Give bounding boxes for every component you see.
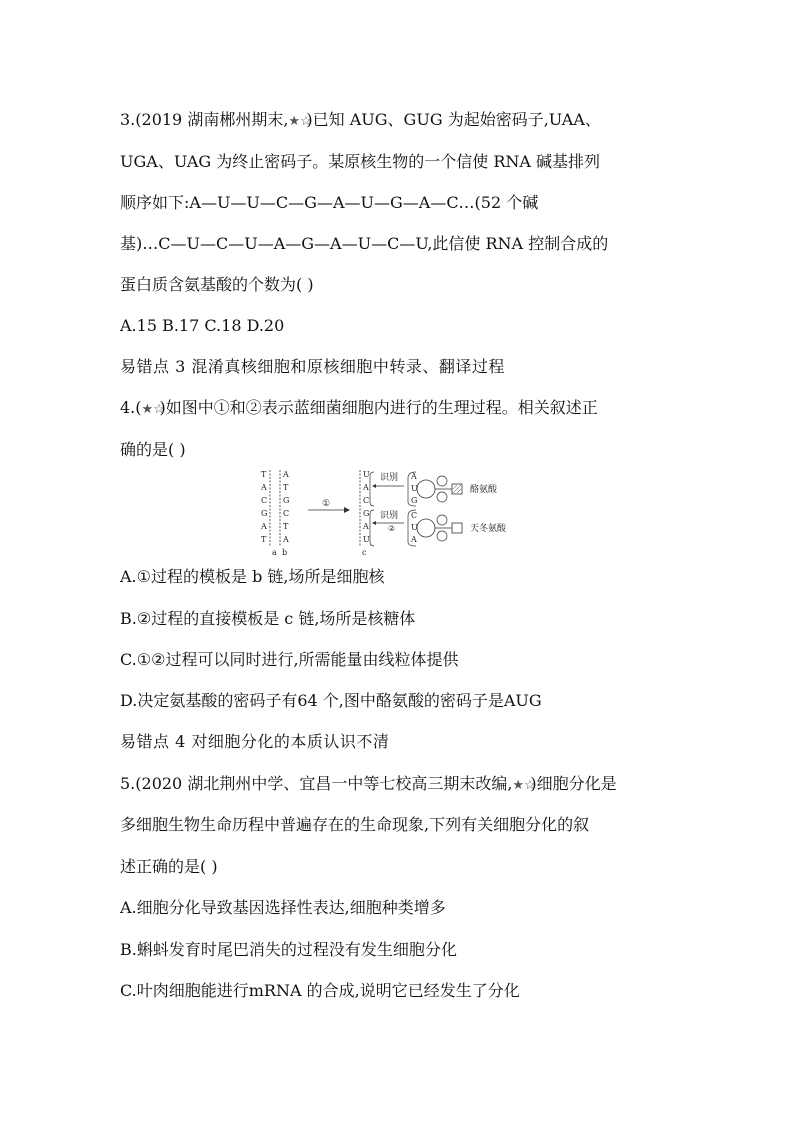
- q4-prefix: 4.(: [120, 398, 142, 417]
- recognize-label-2: 识别: [380, 511, 399, 521]
- q5-text-1: )细胞分化是: [530, 774, 617, 793]
- strand-b-base: A: [283, 535, 289, 544]
- strand-a-base: G: [261, 509, 268, 518]
- label-a: a: [272, 548, 277, 556]
- q3-line-2: UGA、UAG 为终止密码子。某原核生物的一个信使 RNA 碱基排列: [120, 152, 601, 171]
- trna-1-base: G: [411, 496, 418, 505]
- q5-option-a: A.细胞分化导致基因选择性表达,细胞种类增多: [120, 898, 446, 917]
- trna-1-base: U: [411, 484, 418, 493]
- q4-line-1: [120, 398, 680, 420]
- q3-line-3: 顺序如下:A—U—U—C—G—A—U—G—A—C…(52 个碱: [120, 193, 539, 212]
- trna-2-base: C: [411, 511, 418, 520]
- strand-b-base: C: [283, 509, 290, 518]
- strand-b-base: T: [283, 522, 289, 531]
- q5-line-3: 述正确的是( ): [120, 857, 218, 876]
- strand-c-base: U: [363, 470, 370, 479]
- q4-option-b: B.②过程的直接模板是 c 链,场所是核糖体: [120, 609, 416, 628]
- q3-options: A.15 B.17 C.18 D.20: [120, 316, 285, 335]
- aspartate-block: [452, 523, 462, 533]
- q3-source: 3.(2019 湖南郴州期末,: [120, 110, 289, 129]
- q5-option-c: C.叶肉细胞能进行mRNA 的合成,说明它已经发生了分化: [120, 981, 520, 1000]
- star-rating-icon: ★☆: [512, 778, 536, 793]
- arrow-head-icon: [344, 507, 350, 513]
- trna-2-anticodon: [410, 511, 418, 544]
- amino-acid-1: 酪氨酸: [470, 485, 498, 495]
- arrow-head-icon: [372, 521, 376, 525]
- star-rating-icon: ★☆: [288, 114, 312, 129]
- trna-2-base: U: [411, 523, 418, 532]
- q4-option-a: A.①过程的模板是 b 链,场所是细胞核: [120, 567, 385, 586]
- q3-line-5: 蛋白质含氨基酸的个数为( ): [120, 275, 314, 294]
- q3-line-1: [120, 110, 680, 132]
- strand-c-base: C: [363, 496, 370, 505]
- strand-c-base: A: [363, 522, 369, 531]
- strand-a: [260, 470, 267, 544]
- process-1-label: ①: [322, 499, 331, 509]
- trna-1-anticodon: [410, 472, 418, 505]
- strand-a-base: C: [261, 496, 268, 505]
- process-2-label: ②: [388, 524, 396, 533]
- codon-bracket-1: [370, 472, 374, 506]
- label-c: c: [362, 548, 367, 556]
- q5-line-2: 多细胞生物生命历程中普遍存在的生命现象,下列有关细胞分化的叙: [120, 815, 590, 834]
- arrow-head-icon: [372, 484, 376, 488]
- q4-option-c: C.①②过程可以同时进行,所需能量由线粒体提供: [120, 650, 459, 669]
- strand-c-base: U: [363, 535, 370, 544]
- q3-line-4: 基)…C—U—C—U—A—G—A—U—C—U,此信使 RNA 控制合成的: [120, 234, 609, 253]
- strand-a-base: A: [261, 483, 267, 492]
- amino-acid-2: 天冬氨酸: [470, 524, 507, 534]
- q5-source: 5.(2020 湖北荆州中学、宜昌一中等七校高三期末改编,: [120, 774, 513, 793]
- strand-b-base: T: [283, 483, 289, 492]
- label-b: b: [282, 548, 288, 556]
- q3-text-1: )已知 AUG、GUG 为起始密码子,UAA、: [306, 110, 601, 129]
- strand-c: [362, 470, 370, 544]
- figure-svg: [256, 466, 536, 556]
- q4-option-d: D.决定氨基酸的密码子有64 个,图中酪氨酸的密码子是AUG: [120, 691, 542, 710]
- strand-b-base: G: [283, 496, 290, 505]
- transcription-translation-figure: [256, 466, 536, 556]
- strand-b: [282, 470, 289, 544]
- section-heading-4: 易错点 4 对细胞分化的本质认识不清: [120, 732, 390, 751]
- strand-c-base: G: [363, 509, 370, 518]
- strand-a-base: T: [261, 535, 267, 544]
- q5-line-1: [120, 774, 680, 796]
- section-heading-3: 易错点 3 混淆真核细胞和原核细胞中转录、翻译过程: [120, 357, 505, 376]
- q4-line-2: 确的是( ): [120, 440, 186, 459]
- star-rating-icon: ★☆: [141, 402, 165, 417]
- q5-option-b: B.蝌蚪发育时尾巴消失的过程没有发生细胞分化: [120, 940, 457, 959]
- strand-a-base: T: [261, 470, 267, 479]
- strand-b-base: A: [283, 470, 289, 479]
- trna-1-base: A: [411, 472, 417, 481]
- strand-c-base: A: [363, 483, 369, 492]
- recognize-label-1: 识别: [380, 473, 399, 483]
- codon-bracket-2: [370, 510, 374, 546]
- q4-text-1: )如图中①和②表示蓝细菌细胞内进行的生理过程。相关叙述正: [159, 398, 598, 417]
- trna-2-base: A: [411, 535, 417, 544]
- strand-a-base: A: [261, 522, 267, 531]
